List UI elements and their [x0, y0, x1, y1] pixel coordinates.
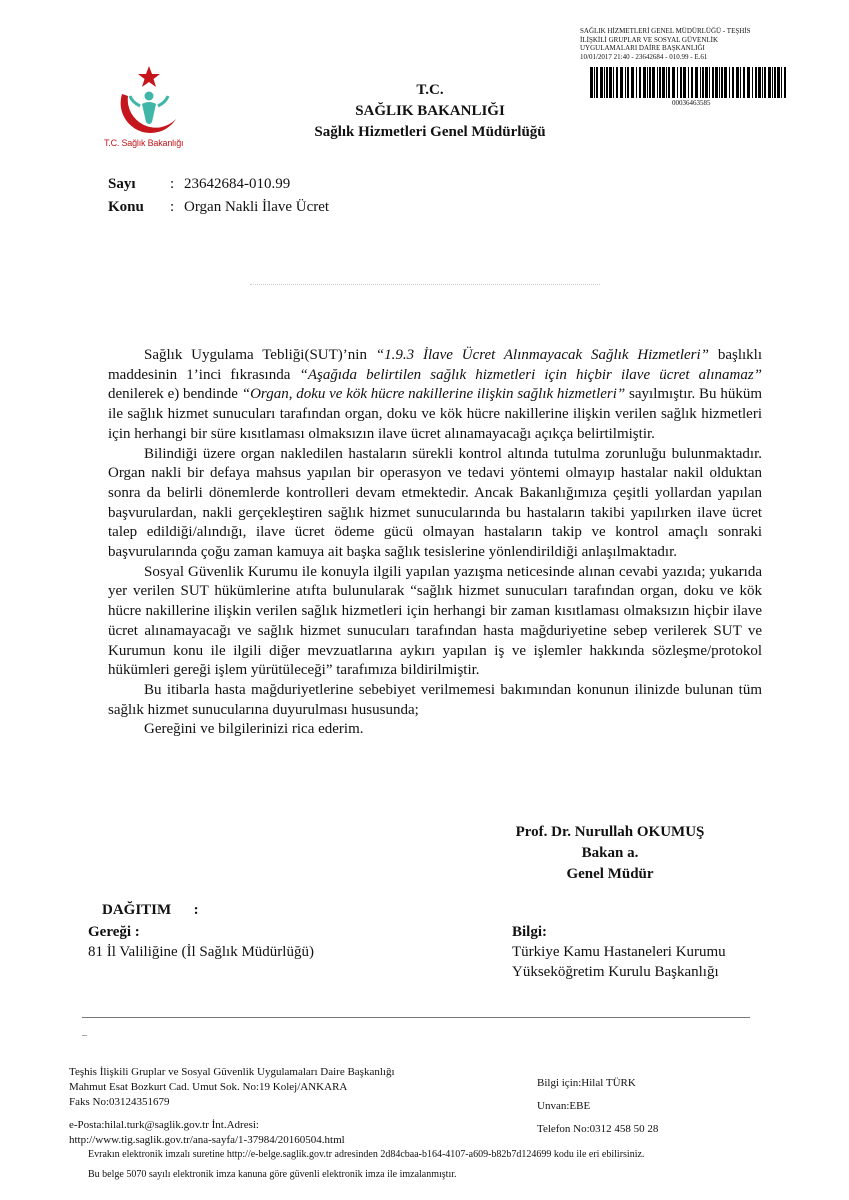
signatory-name: Prof. Dr. Nurullah OKUMUŞ	[515, 824, 705, 840]
quote: “1.9.3 İlave Ücret Alınmayacak Sağlık Hizmetleri”	[375, 347, 710, 363]
paragraph: Gereğini ve bilgilerinizi rica ederim.	[144, 721, 364, 738]
stamp-line: 10/01/2017 21:40 - 23642684 - 010.99 - E.61	[580, 52, 708, 61]
text-run: başlıklı maddesinin 1’inci fıkrasında	[108, 347, 763, 383]
bilgi-label: Bilgi:	[512, 924, 548, 940]
contact-title: Unvan:EBE	[537, 1100, 591, 1112]
text-run: denilerek e) bendinde	[108, 386, 242, 403]
barcode-number: 00036463585	[672, 99, 711, 107]
paragraph	[108, 346, 762, 445]
sayi-value: 23642684-010.99	[184, 176, 291, 192]
colon: :	[170, 176, 175, 192]
sayi-label: Sayı	[108, 176, 136, 192]
bilgi-value: Yükseköğretim Kurulu Başkanlığı	[512, 964, 719, 980]
law-note: Bu belge 5070 sayılı elektronik imza kanuna göre güvenli elektronik imza ile imzalanmıştır.	[88, 1169, 457, 1180]
logo-caption: T.C. Sağlık Bakanlığı	[104, 138, 184, 148]
header-ministry: SAĞLIK BAKANLIĞI	[355, 103, 505, 119]
paragraph: Bu itibarla hasta mağduriyetlerine sebebiyet verilmemesi bakımından konunun ilinizde bulunan tüm sağlık hizmet sunucularına duyurulması hususunda;	[108, 681, 762, 718]
header-directorate: Sağlık Hizmetleri Genel Müdürlüğü	[314, 124, 546, 140]
gereg-value: 81 İl Valiliğine (İl Sağlık Müdürlüğü)	[88, 944, 314, 960]
bilgi-value: Türkiye Kamu Hastaneleri Kurumu	[512, 944, 726, 960]
konu-value: Organ Nakli İlave Ücret	[184, 199, 330, 215]
distribution-bilgi	[512, 922, 726, 982]
header-tc: T.C.	[416, 82, 444, 98]
address-line: Teşhis İlişkili Gruplar ve Sosyal Güvenlik Uygulamaları Daire Başkanlığı	[69, 1066, 395, 1078]
email-line: e-Posta:hilal.turk@saglik.gov.tr İnt.Adresi:	[69, 1119, 259, 1131]
separator	[250, 284, 600, 285]
address-line: Mahmut Esat Bozkurt Cad. Umut Sok. No:19 Kolej/ANKARA	[69, 1081, 348, 1093]
letterhead	[280, 80, 580, 143]
konu-row	[108, 199, 329, 222]
letter-body	[108, 346, 762, 740]
barcode-icon	[590, 67, 790, 98]
paragraph: Sosyal Güvenlik Kurumu ile konuyla ilgili yapılan yazışma neticesinde alınan cevabi yazıda; yukarıda yer verilen SUT hükümlerine atıfta bulunularak “sağlık hizmet sunucuları tarafından organ, doku ve kök hücre nakillerine ilişkin verilen sağlık hizmetleri için herhangi bir zaman kısıtlaması olmaksızın hiçbir ilave ücret alınamayacağı ve sağlık hizmet sunucuları tarafından hasta mağduriyetine sebep verilerek SUT ve Kurumun konu ile ilgili diğer mevzuatlarına aykırı yapılan iş ve işlemler hakkında sözleşme/protokol hükümleri gereği işlem yürütüleceği” tarafımıza bildirilmiştir.	[108, 563, 762, 679]
distribution-title: DAĞITIM :	[102, 902, 199, 918]
text-run: Sağlık Uygulama Tebliği(SUT)’nin	[144, 347, 376, 363]
footer-contact	[537, 1072, 658, 1141]
quote: “Aşağıda belirtilen sağlık hizmetleri için hiçbir ilave ücret alınamaz”	[299, 366, 762, 383]
document-stamp	[580, 27, 800, 61]
stamp-line: İLİŞKİLİ GRUPLAR VE SOSYAL GÜVENLİK	[580, 35, 719, 44]
footer-divider	[82, 1017, 750, 1018]
text-run: sayılmıştır. Bu hüküm ile sağlık hizmet sunucuları tarafından organ, doku ve kök hücre nakillerine ilişkin verilen sağlık hizmetleri için herhangi bir süre kısıtlaması olmaksızın ilave ücret alınamayacağı açıkça belirtilmiştir.	[108, 386, 762, 442]
contact-person: Bilgi için:Hilal TÜRK	[537, 1077, 636, 1089]
document-meta	[108, 176, 329, 222]
signatory-title: Bakan a.	[581, 845, 639, 861]
verification-note: Evrakın elektronik imzalı suretine http://e-belge.saglik.gov.tr adresinden 2d84cbaa-b164-4107-a609-b82b7d124699 kodu ile eri ebilirsiniz.	[88, 1149, 645, 1160]
web-link[interactable]: http://www.tig.saglik.gov.tr/ana-sayfa/1-37984/20160504.html	[69, 1134, 345, 1146]
konu-label: Konu	[108, 199, 144, 215]
stamp-line: SAĞLIK HİZMETLERİ GENEL MÜDÜRLÜĞÜ - TEŞHİS	[580, 27, 751, 35]
footer-address	[69, 1065, 395, 1148]
quote: “Organ, doku ve kök hücre nakillerine ilişkin sağlık hizmetleri”	[241, 386, 626, 403]
gereg-label: Gereği :	[88, 924, 140, 940]
contact-phone: Telefon No:0312 458 50 28	[537, 1123, 659, 1135]
footer-dash: _	[82, 1026, 87, 1037]
fax-line: Faks No:03124351679	[69, 1096, 170, 1108]
distribution-gereg	[88, 922, 314, 962]
signature-block	[480, 822, 740, 885]
colon: :	[170, 199, 175, 215]
sayi-row	[108, 176, 329, 199]
esignature-note	[88, 1145, 644, 1185]
signatory-title: Genel Müdür	[566, 866, 654, 882]
paragraph: Bilindiği üzere organ nakledilen hastaların sürekli kontrol altında tutulma zorunluğu bulunmaktadır. Organ nakli bir defaya mahsus yapılan bir operasyon ve tedavi yöntemi olmayıp hastalar nakil olduktan sonra da belirli dönemlerde kontrolleri devam etmektedir. Ancak Bakanlığımıza çeşitli yollardan yapılan başvurulardan, nakli gerçekleştiren sağlık hizmet sunucularında bu hastaların takibi yapılırken ilave ücret talep edildiği/alındığı, ilave ücret ödeme gücü olmayan hastaların takip ve kontrol amaçlı sonraki başvurularında çoğu zaman kamuya ait başka sağlık tesislerine yönlendirildiği anlaşılmaktadır.	[108, 445, 762, 561]
stamp-line: UYGULAMALARI DAİRE BAŞKANLIĞI	[580, 44, 705, 52]
